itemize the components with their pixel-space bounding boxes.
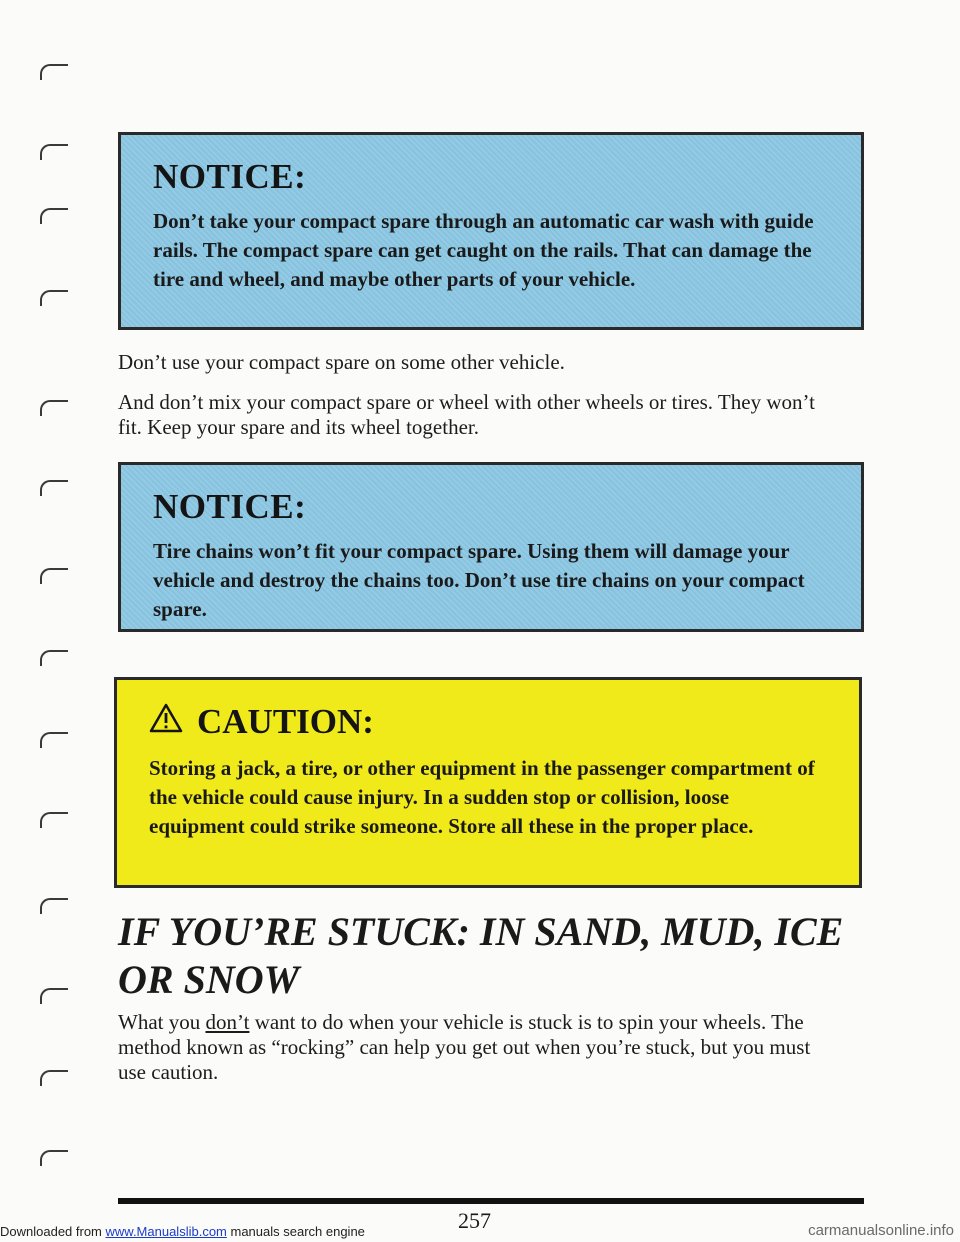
margin-mark	[40, 144, 68, 160]
margin-mark	[40, 1150, 68, 1166]
warning-triangle-icon	[149, 702, 183, 742]
margin-mark	[40, 898, 68, 914]
margin-mark	[40, 208, 68, 224]
caution-body: Storing a jack, a tire, or other equipment in the passenger compartment of the vehicle could cause injury. In a sudden stop or collision, loose equipment could strike someone. Store all these in the proper place.	[149, 756, 815, 838]
margin-mark	[40, 400, 68, 416]
section-intro	[118, 1010, 818, 1085]
margin-mark	[40, 1070, 68, 1086]
notice-box-car-wash	[118, 132, 864, 330]
manualslib-link[interactable]: www.Manualslib.com	[105, 1224, 227, 1239]
caution-title: CAUTION:	[197, 702, 374, 741]
paragraph-other-vehicle: Don’t use your compact spare on some other vehicle.	[118, 350, 565, 374]
caution-box	[114, 677, 862, 888]
intro-emphasis: don’t	[205, 1010, 250, 1034]
intro-text: want to do when your vehicle is stuck is to spin your wheels. The method known as “rocking” can help you get out when you’re stuck, but you must use caution.	[118, 1010, 811, 1084]
page-number: 257	[458, 1208, 491, 1233]
notice-title: NOTICE:	[153, 487, 307, 526]
caution-header	[149, 702, 829, 742]
margin-mark	[40, 812, 68, 828]
margin-mark	[40, 650, 68, 666]
notice-body: Don’t take your compact spare through an automatic car wash with guide rails. The compact spare can get caught on the rails. That can damage the tire and wheel, and maybe other parts of your vehicle.	[153, 209, 814, 291]
intro-text: What you	[118, 1010, 206, 1034]
footer-rule	[118, 1198, 864, 1204]
section-heading: IF YOU’RE STUCK: IN SAND, MUD, ICE OR SNOW	[118, 909, 844, 1002]
margin-mark	[40, 290, 68, 306]
margin-mark	[40, 732, 68, 748]
notice-title: NOTICE:	[153, 157, 307, 196]
footer-suffix: manuals search engine	[226, 1224, 365, 1239]
margin-mark	[40, 480, 68, 496]
margin-mark	[40, 64, 68, 80]
notice-box-tire-chains	[118, 462, 864, 632]
margin-mark	[40, 568, 68, 584]
notice-body: Tire chains won’t fit your compact spare. Using them will damage your vehicle and destroy the chains too. Don’t use tire chains on your compact spare.	[153, 539, 805, 621]
margin-mark	[40, 988, 68, 1004]
paragraph-mix-wheels: And don’t mix your compact spare or wheel with other wheels or tires. They won’t fit. Keep your spare and its wheel together.	[118, 390, 815, 439]
footer-prefix: Downloaded from	[0, 1224, 106, 1239]
download-footer	[0, 1224, 365, 1239]
watermark: carmanualsonline.info	[808, 1222, 954, 1239]
